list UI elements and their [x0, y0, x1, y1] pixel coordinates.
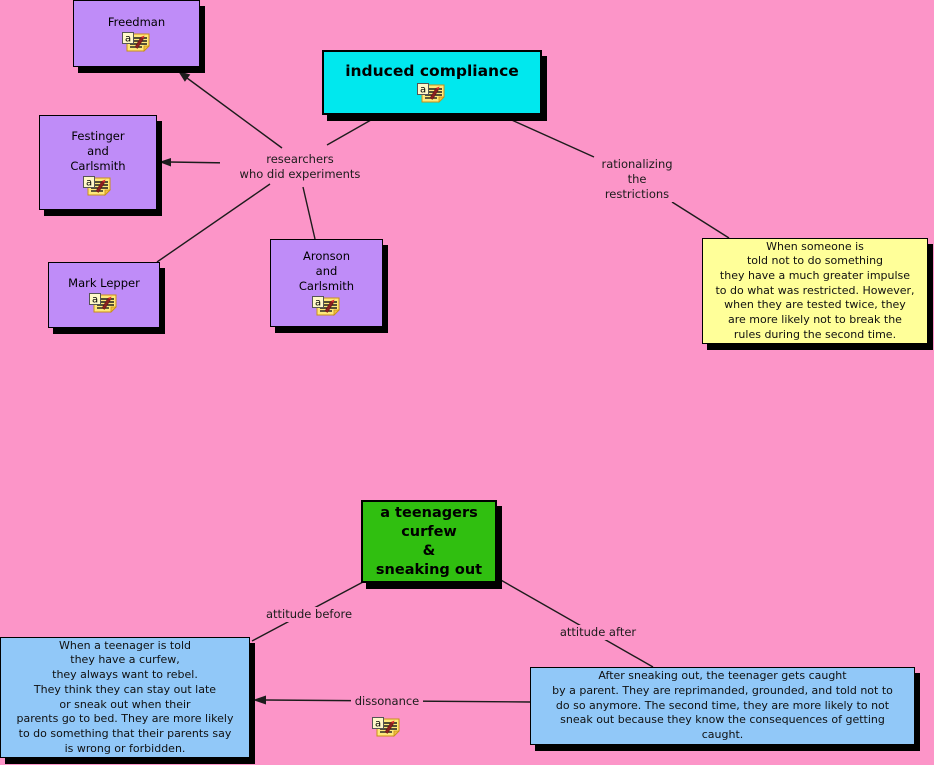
concept-label: Festinger and Carlsmith — [70, 128, 126, 173]
concept-label: Aronson and Carlsmith — [298, 249, 355, 293]
svg-text:a: a — [124, 33, 131, 44]
svg-text:a: a — [92, 294, 99, 306]
note-text: When a teenager is told they have a curfew, they always want to rebel. They think they can stay out late or sneak out when their parents go to bed. They are more likely to do something that their parents say is wrong or forbidden. — [16, 638, 234, 755]
link-label-rationalizing[interactable]: rationalizing the restrictions — [594, 157, 680, 202]
note-attitude-after[interactable] — [530, 667, 915, 745]
concept-label: Freedman — [107, 14, 166, 29]
concept-node-mark-lepper[interactable] — [48, 262, 160, 328]
line-researchers-aronson — [303, 187, 315, 239]
svg-text:a: a — [314, 297, 321, 309]
concept-label: induced compliance — [345, 61, 519, 80]
annotation-note-icon[interactable] — [417, 83, 447, 104]
note-text: After sneaking out, the teenager gets caught by a parent. They are reprimanded, grounded, and told not to do so anymore. The second time, they are more likely to not sneak out because they know the consequences of getting caught. — [552, 669, 893, 742]
line-induced-rationalizing — [505, 117, 594, 157]
svg-text:a: a — [420, 84, 427, 95]
line-curfew-attitude-after — [499, 579, 653, 667]
annotation-note-icon[interactable] — [122, 32, 152, 53]
annotation-note-icon[interactable] — [372, 717, 402, 738]
line-rationalizing-note — [672, 202, 729, 238]
note-rationalizing-restrictions[interactable] — [702, 238, 928, 344]
annotation-note-icon[interactable] — [312, 296, 342, 317]
line-researchers-marklepper — [157, 184, 270, 262]
concept-label: Mark Lepper — [68, 276, 140, 290]
arrowhead-dissonance — [253, 696, 266, 705]
link-label-dissonance[interactable]: dissonance — [351, 694, 423, 709]
concept-label: a teenagers curfew & sneaking out — [375, 504, 483, 578]
svg-text:a: a — [375, 718, 382, 730]
line-researchers-freedman — [187, 78, 282, 148]
concept-node-freedman[interactable] — [73, 0, 200, 67]
concept-node-induced-compliance[interactable] — [322, 50, 542, 115]
link-label-attitude-before[interactable]: attitude before — [259, 607, 359, 622]
annotation-note-icon[interactable] — [83, 176, 113, 197]
link-label-researchers[interactable]: researchers who did experiments — [220, 152, 380, 182]
line-researchers-induced — [327, 116, 378, 145]
concept-node-aronson-carlsmith[interactable] — [270, 239, 383, 327]
concept-node-teenagers-curfew[interactable] — [361, 500, 497, 583]
svg-text:a: a — [86, 177, 93, 188]
link-label-attitude-after[interactable]: attitude after — [550, 625, 646, 640]
arrowhead-festinger — [159, 158, 171, 167]
concept-node-festinger-carlsmith[interactable] — [39, 115, 157, 210]
note-attitude-before[interactable] — [0, 637, 250, 758]
note-text: When someone is told not to do something they have a much greater impulse to do what was restricted. However, when they are tested twice, they are more likely not to break the rules during the second time. — [715, 239, 915, 341]
arrowhead-freedman — [178, 71, 190, 82]
annotation-note-icon[interactable] — [89, 293, 119, 314]
